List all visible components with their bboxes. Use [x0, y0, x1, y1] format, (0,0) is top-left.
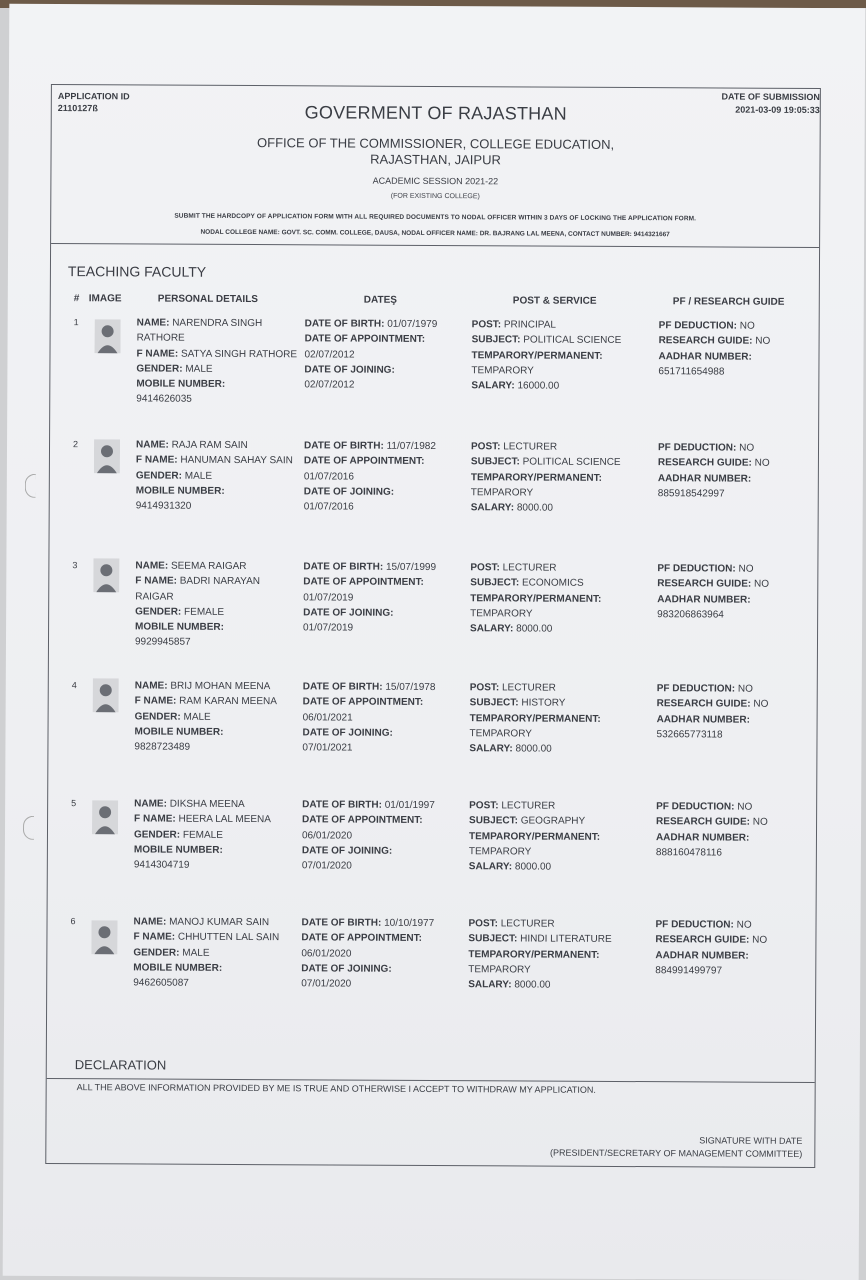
- appointment-label: DATE OF APPOINTMENT:: [304, 333, 426, 346]
- faculty-pf: NO: [738, 563, 754, 575]
- faculty-aadhar: 884991499797: [655, 965, 723, 977]
- research-label: RESEARCH GUIDE:: [658, 335, 753, 347]
- gender-label: GENDER:: [133, 947, 180, 959]
- faculty-salary: 16000.00: [517, 380, 560, 392]
- post-label: POST:: [468, 918, 499, 930]
- father-name-label: F NAME:: [133, 931, 176, 943]
- faculty-mobile: 9929945857: [134, 636, 191, 649]
- faculty-row: [47, 914, 816, 1033]
- joining-label: DATE OF JOINING:: [303, 486, 395, 498]
- pf-research: [656, 799, 816, 861]
- personal-details: [133, 914, 295, 991]
- pf-label: PF DEDUCTION:: [657, 563, 736, 575]
- name-label: NAME:: [133, 916, 167, 928]
- faculty-name: MANOJ KUMAR SAIN: [169, 916, 270, 929]
- employment-type-label: TEMPARORY/PERMANENT:: [470, 592, 602, 605]
- faculty-father-name: HEERA LAL MEENA: [178, 813, 272, 826]
- faculty-employment-type: TEMPARORY: [470, 487, 534, 499]
- faculty-photo: [92, 800, 118, 834]
- post-label: POST:: [469, 682, 500, 694]
- signature-role: (PRESIDENT/SECRETARY OF MANAGEMENT COMMITTEE): [549, 1147, 803, 1159]
- subject-label: SUBJECT:: [470, 456, 520, 468]
- faculty-pf: NO: [739, 442, 755, 454]
- gender-label: GENDER:: [135, 606, 182, 618]
- salary-label: SALARY:: [468, 979, 512, 991]
- faculty-post: LECTURER: [501, 800, 556, 812]
- faculty-joining-date: 01/07/2016: [303, 501, 354, 513]
- salary-label: SALARY:: [471, 380, 515, 392]
- punch-hole: [23, 816, 34, 840]
- faculty-gender: FEMALE: [184, 606, 225, 618]
- appointment-label: DATE OF APPOINTMENT:: [302, 814, 423, 827]
- pf-research: [656, 681, 816, 743]
- subject-label: SUBJECT:: [468, 933, 518, 945]
- faculty-employment-type: TEMPARORY: [471, 365, 534, 377]
- faculty-research-guide: NO: [754, 457, 770, 470]
- subject-label: SUBJECT:: [469, 815, 518, 827]
- faculty-aadhar: 888160478116: [655, 847, 722, 859]
- personal-details: [134, 796, 296, 873]
- faculty-employment-type: TEMPARORY: [470, 608, 533, 620]
- employment-type-label: TEMPARORY/PERMANENT:: [468, 830, 601, 843]
- personal-details: [136, 315, 298, 408]
- employment-type-label: TEMPARORY/PERMANENT:: [469, 712, 601, 725]
- faculty-appointment-date: 06/01/2021: [302, 711, 353, 724]
- father-name-label: F NAME:: [134, 813, 176, 825]
- appointment-label: DATE OF APPOINTMENT:: [302, 696, 424, 709]
- aadhar-label: AADHAR NUMBER:: [658, 350, 752, 363]
- faculty-joining-date: 01/07/2019: [303, 622, 354, 634]
- post-label: POST:: [469, 800, 499, 812]
- dob-label: DATE OF BIRTH:: [304, 318, 385, 330]
- faculty-appointment-date: 01/07/2016: [303, 470, 354, 483]
- aadhar-label: AADHAR NUMBER:: [656, 713, 750, 726]
- faculty-post: LECTURER: [500, 918, 555, 930]
- father-name-label: F NAME:: [135, 454, 178, 466]
- post-label: POST:: [470, 562, 500, 574]
- joining-label: DATE OF JOINING:: [301, 963, 392, 975]
- salary-label: SALARY:: [470, 502, 515, 514]
- mobile-label: MOBILE NUMBER:: [133, 962, 223, 974]
- appointment-label: DATE OF APPOINTMENT:: [303, 576, 424, 589]
- government-title: GOVERMENT OF RAJASTHAN: [304, 102, 567, 124]
- faculty-employment-type: TEMPARORY: [468, 846, 532, 858]
- pf-research: [657, 561, 817, 623]
- faculty-name: DIKSHA MEENA: [169, 798, 245, 811]
- faculty-research-guide: NO: [752, 816, 768, 829]
- faculty-salary: 8000.00: [516, 623, 553, 635]
- joining-label: DATE OF JOINING:: [301, 845, 393, 857]
- faculty-dob: 10/10/1977: [384, 917, 435, 930]
- faculty-row: [48, 678, 817, 797]
- dates: [302, 679, 462, 756]
- punch-hole: [25, 474, 36, 498]
- faculty-mobile: 9462605087: [133, 977, 189, 989]
- mobile-label: MOBILE NUMBER:: [136, 378, 226, 391]
- dates: [302, 797, 462, 874]
- faculty-father-name: HANUMAN SAHAY SAIN: [180, 454, 293, 467]
- faculty-gender: MALE: [182, 947, 210, 959]
- faculty-photo: [91, 920, 117, 954]
- signature-label: SIGNATURE WITH DATE: [699, 1135, 803, 1146]
- research-label: RESEARCH GUIDE:: [657, 578, 752, 590]
- faculty-number: 4: [71, 680, 77, 691]
- faculty-dob: 11/07/1982: [386, 440, 436, 453]
- name-label: NAME:: [136, 317, 170, 329]
- submission-instruction: SUBMIT THE HARDCOPY OF APPLICATION FORM WITH ALL REQUIRED DOCUMENTS TO NODAL OFFICER WITHIN 3 DAYS OF LOCKING THE APPLICATION FORM.: [174, 212, 697, 223]
- faculty-salary: 8000.00: [514, 979, 551, 991]
- column-header-dates: DATEŞ: [363, 294, 397, 306]
- faculty-father-name: SATYA SINGH RATHORE: [180, 348, 298, 360]
- faculty-pf: NO: [737, 801, 753, 813]
- gender-label: GENDER:: [134, 711, 181, 723]
- faculty-pf: NO: [736, 919, 752, 931]
- pf-research: [658, 318, 818, 380]
- faculty-gender: FEMALE: [182, 829, 223, 841]
- post-service: [468, 916, 648, 993]
- salary-label: SALARY:: [470, 623, 514, 635]
- faculty-pf: NO: [737, 683, 753, 695]
- faculty-salary: 8000.00: [515, 743, 552, 755]
- dob-label: DATE OF BIRTH:: [302, 799, 382, 811]
- post-label: POST:: [471, 319, 502, 331]
- faculty-post: LECTURER: [502, 562, 557, 574]
- faculty-row: [49, 437, 818, 556]
- research-label: RESEARCH GUIDE:: [655, 934, 750, 946]
- declaration-text: ALL THE ABOVE INFORMATION PROVIDED BY ME IS TRUE AND OTHERWISE I ACCEPT TO WITHDRAW MY APPLICATION.: [76, 1082, 596, 1095]
- faculty-research-guide: NO: [752, 934, 768, 947]
- faculty-name: BRIJ MOHAN MEENA: [170, 680, 271, 693]
- aadhar-label: AADHAR NUMBER:: [655, 831, 750, 844]
- dob-label: DATE OF BIRTH:: [303, 561, 384, 573]
- faculty-name: NARENDRA SINGH RATHORE: [136, 317, 263, 344]
- column-header-image: IMAGE: [88, 293, 122, 305]
- faculty-row: [49, 558, 818, 677]
- column-header-pf: PF / RESEARCH GUIDE: [672, 296, 785, 308]
- faculty-joining-date: 07/01/2020: [301, 978, 352, 990]
- faculty-pf: NO: [739, 320, 755, 332]
- salary-label: SALARY:: [469, 743, 513, 755]
- faculty-dob: 01/07/1979: [387, 318, 438, 331]
- signature-block: [550, 1134, 802, 1161]
- faculty-father-name: BADRI NARAYAN RAIGAR: [135, 575, 260, 603]
- employment-type-label: TEMPARORY/PERMANENT:: [471, 349, 603, 362]
- pf-label: PF DEDUCTION:: [656, 801, 735, 813]
- mobile-label: MOBILE NUMBER:: [133, 844, 223, 856]
- faculty-aadhar: 651711654988: [658, 366, 725, 378]
- faculty-photo: [94, 439, 120, 473]
- father-name-label: F NAME:: [136, 348, 179, 360]
- joining-label: DATE OF JOINING:: [302, 727, 393, 739]
- dates: [304, 316, 464, 393]
- post-service: [469, 680, 649, 757]
- faculty-post: LECTURER: [503, 441, 558, 453]
- joining-label: DATE OF JOINING:: [303, 607, 394, 619]
- mobile-label: MOBILE NUMBER:: [134, 726, 224, 738]
- faculty-subject: HISTORY: [521, 697, 566, 709]
- dob-label: DATE OF BIRTH:: [303, 440, 384, 452]
- faculty-gender: MALE: [185, 363, 213, 375]
- dates: [301, 915, 461, 992]
- personal-details: [136, 437, 298, 514]
- dates: [304, 438, 464, 515]
- aadhar-label: AADHAR NUMBER:: [657, 593, 751, 606]
- faculty-dob: 15/07/1978: [385, 681, 436, 694]
- faculty-number: 3: [72, 560, 78, 571]
- faculty-photo: [93, 678, 119, 712]
- mobile-label: MOBILE NUMBER:: [135, 621, 224, 634]
- faculty-post: PRINCIPAL: [503, 319, 556, 331]
- father-name-label: F NAME:: [135, 575, 178, 587]
- office-line-2: RAJASTHAN, JAIPUR: [370, 151, 501, 168]
- personal-details: [134, 678, 296, 755]
- pf-label: PF DEDUCTION:: [655, 919, 734, 931]
- office-line-1: OFFICE OF THE COMMISSIONER, COLLEGE EDUCATION,: [257, 135, 615, 152]
- research-label: RESEARCH GUIDE:: [657, 457, 752, 469]
- mobile-label: MOBILE NUMBER:: [135, 485, 225, 497]
- academic-session: ACADEMIC SESSION 2021-22: [372, 175, 499, 187]
- pf-label: PF DEDUCTION:: [657, 442, 737, 454]
- faculty-mobile: 9828723489: [134, 741, 191, 753]
- appointment-label: DATE OF APPOINTMENT:: [301, 932, 423, 945]
- joining-label: DATE OF JOINING:: [304, 364, 395, 376]
- faculty-research-guide: NO: [755, 335, 771, 348]
- column-header-personal: PERSONAL DETAILS: [157, 293, 259, 306]
- faculty-mobile: 9414931320: [135, 500, 192, 512]
- application-id: 2110127ß: [57, 103, 98, 114]
- faculty-employment-type: TEMPARORY: [468, 964, 531, 976]
- research-label: RESEARCH GUIDE:: [656, 698, 751, 710]
- faculty-aadhar: 983206863964: [657, 609, 724, 621]
- name-label: NAME:: [134, 798, 167, 810]
- faculty-photo: [95, 319, 121, 353]
- faculty-number: 1: [73, 317, 79, 328]
- faculty-joining-date: 07/01/2021: [302, 742, 353, 754]
- faculty-post: LECTURER: [501, 682, 556, 694]
- faculty-dob: 01/01/1997: [384, 799, 435, 812]
- submission-date-label: DATE OF SUBMISSION: [721, 91, 820, 103]
- pf-research: [658, 440, 818, 502]
- faculty-row: [50, 315, 819, 434]
- father-name-label: F NAME:: [134, 695, 177, 707]
- faculty-aadhar: 885918542997: [657, 488, 725, 500]
- faculty-photo: [93, 558, 119, 592]
- existing-college-note: (FOR EXISTING COLLEGE): [390, 192, 480, 201]
- faculty-subject: ECONOMICS: [521, 577, 584, 590]
- faculty-name: RAJA RAM SAIN: [171, 439, 248, 452]
- faculty-number: 6: [70, 916, 76, 927]
- faculty-mobile: 9414626035: [136, 393, 192, 406]
- faculty-father-name: CHHUTTEN LAL SAIN: [177, 931, 280, 944]
- section-title: TEACHING FACULTY: [67, 263, 207, 280]
- nodal-info: NODAL COLLEGE NAME: GOVT. SC. COMM. COLLEGE, DAUSA, NODAL OFFICER NAME: DR. BAJRANG LAL MEENA, CONTACT NUMBER: 9414321667: [200, 228, 670, 239]
- faculty-subject: GEOGRAPHY: [520, 815, 586, 828]
- faculty-mobile: 9414304719: [133, 859, 190, 871]
- appointment-label: DATE OF APPOINTMENT:: [303, 455, 425, 468]
- faculty-subject: POLITICAL SCIENCE: [523, 334, 622, 347]
- faculty-subject: POLITICAL SCIENCE: [522, 456, 621, 469]
- post-label: POST:: [470, 441, 501, 453]
- research-label: RESEARCH GUIDE:: [656, 816, 750, 828]
- faculty-number: 5: [71, 798, 77, 809]
- faculty-employment-type: TEMPARORY: [469, 728, 532, 740]
- post-service: [469, 798, 649, 875]
- faculty-aadhar: 532665773118: [656, 729, 723, 741]
- faculty-gender: MALE: [183, 711, 211, 723]
- subject-label: SUBJECT:: [470, 577, 520, 589]
- faculty-joining-date: 07/01/2020: [301, 860, 352, 872]
- application-form: [45, 84, 821, 1168]
- declaration-title: DECLARATION: [74, 1057, 167, 1073]
- faculty-appointment-date: 01/07/2019: [303, 591, 354, 604]
- faculty-appointment-date: 06/01/2020: [301, 947, 352, 960]
- name-label: NAME:: [135, 560, 169, 572]
- faculty-name: SEEMA RAIGAR: [170, 560, 247, 573]
- pf-label: PF DEDUCTION:: [658, 320, 738, 332]
- aadhar-label: AADHAR NUMBER:: [657, 472, 752, 485]
- faculty-salary: 8000.00: [514, 861, 552, 873]
- faculty-joining-date: 02/07/2012: [304, 379, 355, 391]
- gender-label: GENDER:: [136, 363, 183, 375]
- form-header: [51, 85, 820, 248]
- salary-label: SALARY:: [468, 861, 513, 873]
- faculty-research-guide: NO: [753, 698, 769, 711]
- dob-label: DATE OF BIRTH:: [301, 917, 382, 929]
- faculty-dob: 15/07/1999: [385, 561, 437, 574]
- employment-type-label: TEMPARORY/PERMANENT:: [468, 948, 600, 961]
- submission-date: 2021-03-09 19:05:33: [735, 104, 820, 116]
- pf-research: [655, 917, 815, 979]
- dob-label: DATE OF BIRTH:: [302, 681, 383, 693]
- name-label: NAME:: [135, 439, 169, 451]
- gender-label: GENDER:: [133, 829, 181, 841]
- dates: [303, 559, 463, 636]
- faculty-research-guide: NO: [753, 578, 770, 591]
- faculty-father-name: RAM KARAN MEENA: [179, 695, 277, 708]
- aadhar-label: AADHAR NUMBER:: [655, 949, 749, 962]
- office-title: [51, 134, 819, 170]
- gender-label: GENDER:: [135, 470, 183, 482]
- column-header-post: POST & SERVICE: [512, 295, 597, 307]
- faculty-subject: HINDI LITERATURE: [520, 933, 612, 946]
- post-service: [470, 560, 650, 637]
- subject-label: SUBJECT:: [469, 697, 519, 709]
- personal-details: [135, 558, 297, 651]
- subject-label: SUBJECT:: [471, 334, 521, 346]
- pf-label: PF DEDUCTION:: [656, 683, 736, 695]
- post-service: [471, 317, 651, 394]
- faculty-appointment-date: 06/01/2020: [301, 829, 353, 842]
- faculty-gender: MALE: [184, 470, 213, 482]
- application-id-label: APPLICATION ID: [57, 91, 130, 102]
- name-label: NAME:: [134, 680, 168, 692]
- paper-sheet: [3, 4, 866, 1280]
- post-service: [471, 439, 651, 516]
- faculty-row: [48, 796, 817, 915]
- employment-type-label: TEMPARORY/PERMANENT:: [470, 471, 603, 484]
- faculty-number: 2: [73, 439, 79, 450]
- column-header-number: #: [73, 293, 80, 305]
- faculty-salary: 8000.00: [516, 502, 554, 514]
- faculty-appointment-date: 02/07/2012: [304, 348, 355, 361]
